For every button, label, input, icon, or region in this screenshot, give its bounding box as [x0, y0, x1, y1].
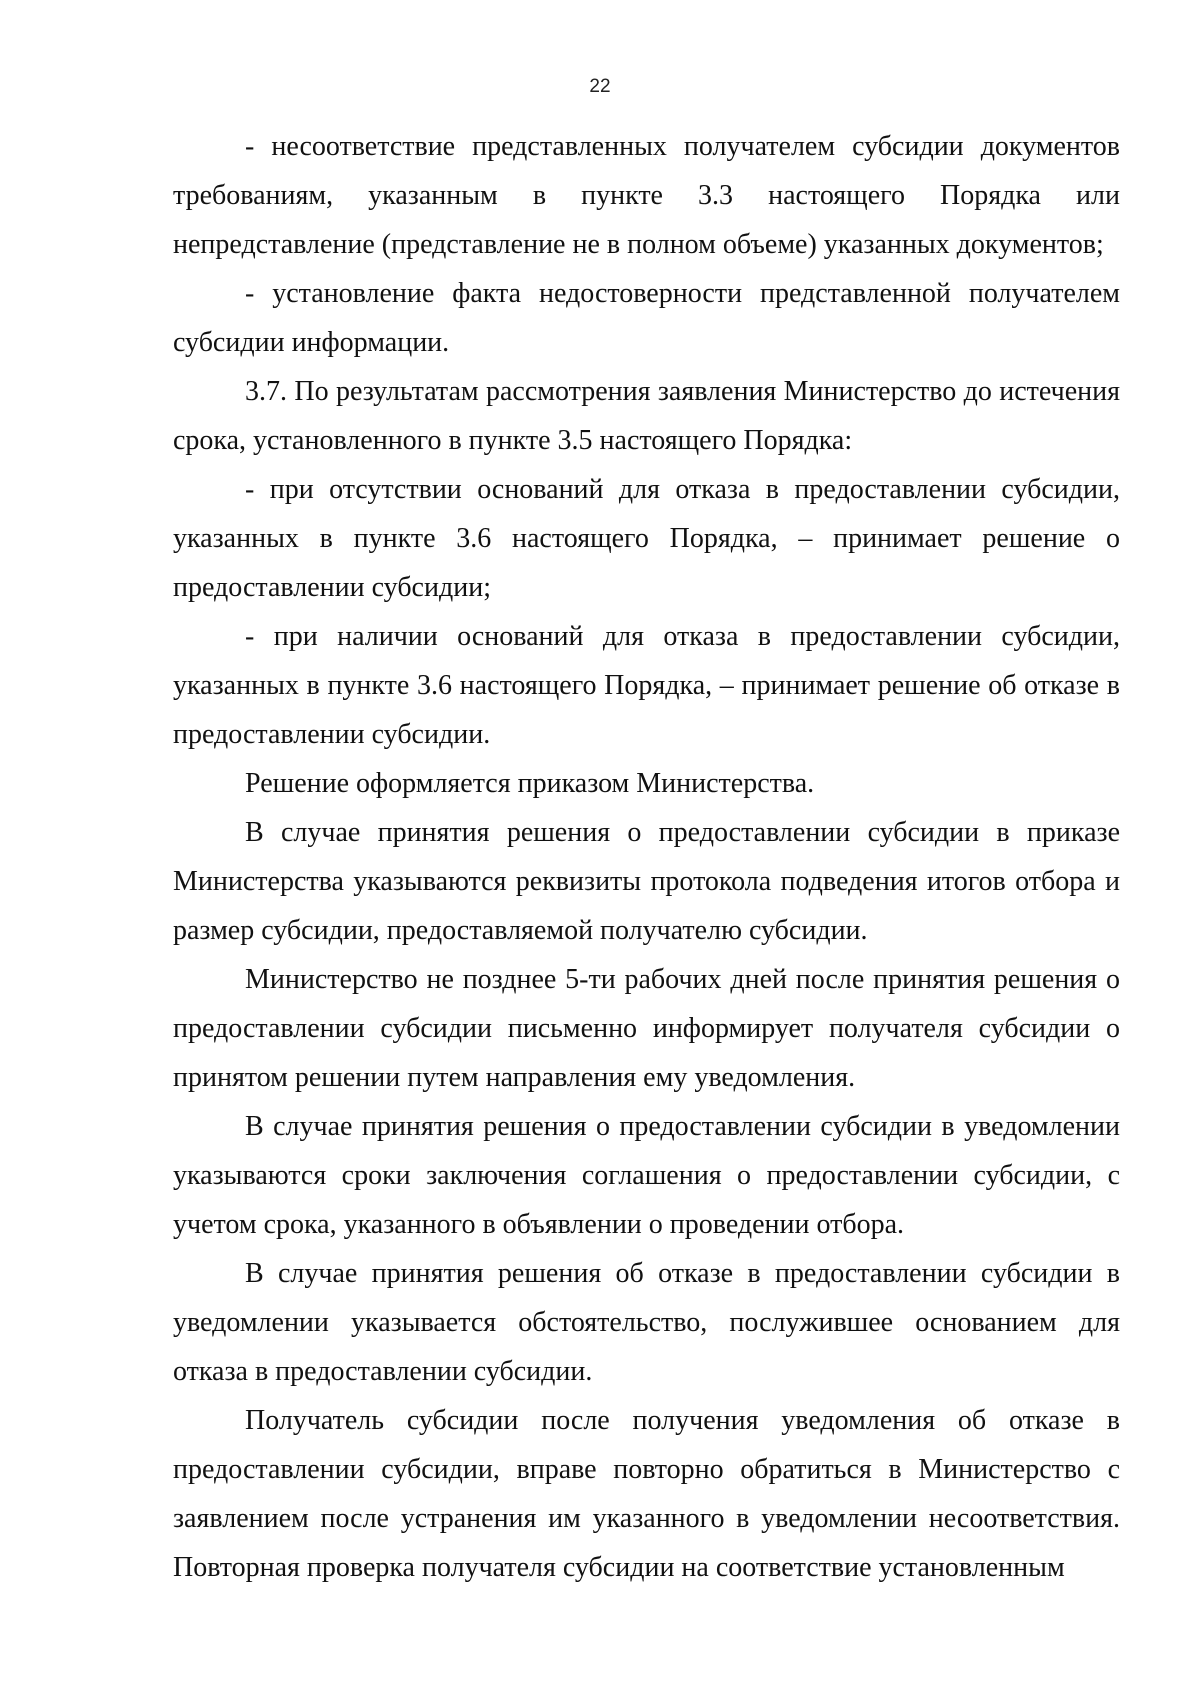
paragraph-order-formalization: Решение оформляется приказом Министерства.	[245, 768, 815, 799]
paragraph-agreement-terms: В случае принятия решения о предоставлении субсидии в уведомлении указываются сроки заключения соглашения о предоставлении субсидии, с учетом срока, указанного в объявлении о проведении отбора.	[173, 1111, 1120, 1240]
document-body	[173, 122, 1120, 1592]
paragraph-reapplication: Получатель субсидии после получения уведомления об отказе в предоставлении субсидии, вправе повторно обратиться в Министерство с заявлением после устранения им указанного в уведомлении несоответствия. Повторная проверка получателя субсидии на соответствие установленным	[173, 1405, 1120, 1583]
paragraph-order-details: В случае принятия решения о предоставлении субсидии в приказе Министерства указываются реквизиты протокола подведения итогов отбора и размер субсидии, предоставляемой получателю субсидии.	[173, 817, 1120, 946]
paragraph-refusal-decision: - при наличии оснований для отказа в предоставлении субсидии, указанных в пункте 3.6 настоящего Порядка, – принимает решение об отказе в предоставлении субсидии.	[173, 621, 1120, 750]
paragraph-false-information: - установление факта недостоверности представленной получателем субсидии информации.	[173, 278, 1120, 358]
page-number: 22	[589, 76, 611, 97]
paragraph-grant-decision: - при отсутствии оснований для отказа в предоставлении субсидии, указанных в пункте 3.6 настоящего Порядка, – принимает решение о предоставлении субсидии;	[173, 474, 1120, 603]
paragraph-refusal-notification: В случае принятия решения об отказе в предоставлении субсидии в уведомлении указывается обстоятельство, послужившее основанием для отказа в предоставлении субсидии.	[173, 1258, 1120, 1387]
paragraph-nonconformity-documents: - несоответствие представленных получателем субсидии документов требованиям, указанным в пункте 3.3 настоящего Порядка или непредставление (представление не в полном объеме) указанных документов;	[173, 131, 1120, 260]
paragraph-clause-3-7: 3.7. По результатам рассмотрения заявления Министерство до истечения срока, установленного в пункте 3.5 настоящего Порядка:	[173, 376, 1120, 456]
paragraph-notification-deadline: Министерство не позднее 5-ти рабочих дней после принятия решения о предоставлении субсидии письменно информирует получателя субсидии о принятом решении путем направления ему уведомления.	[173, 964, 1120, 1093]
